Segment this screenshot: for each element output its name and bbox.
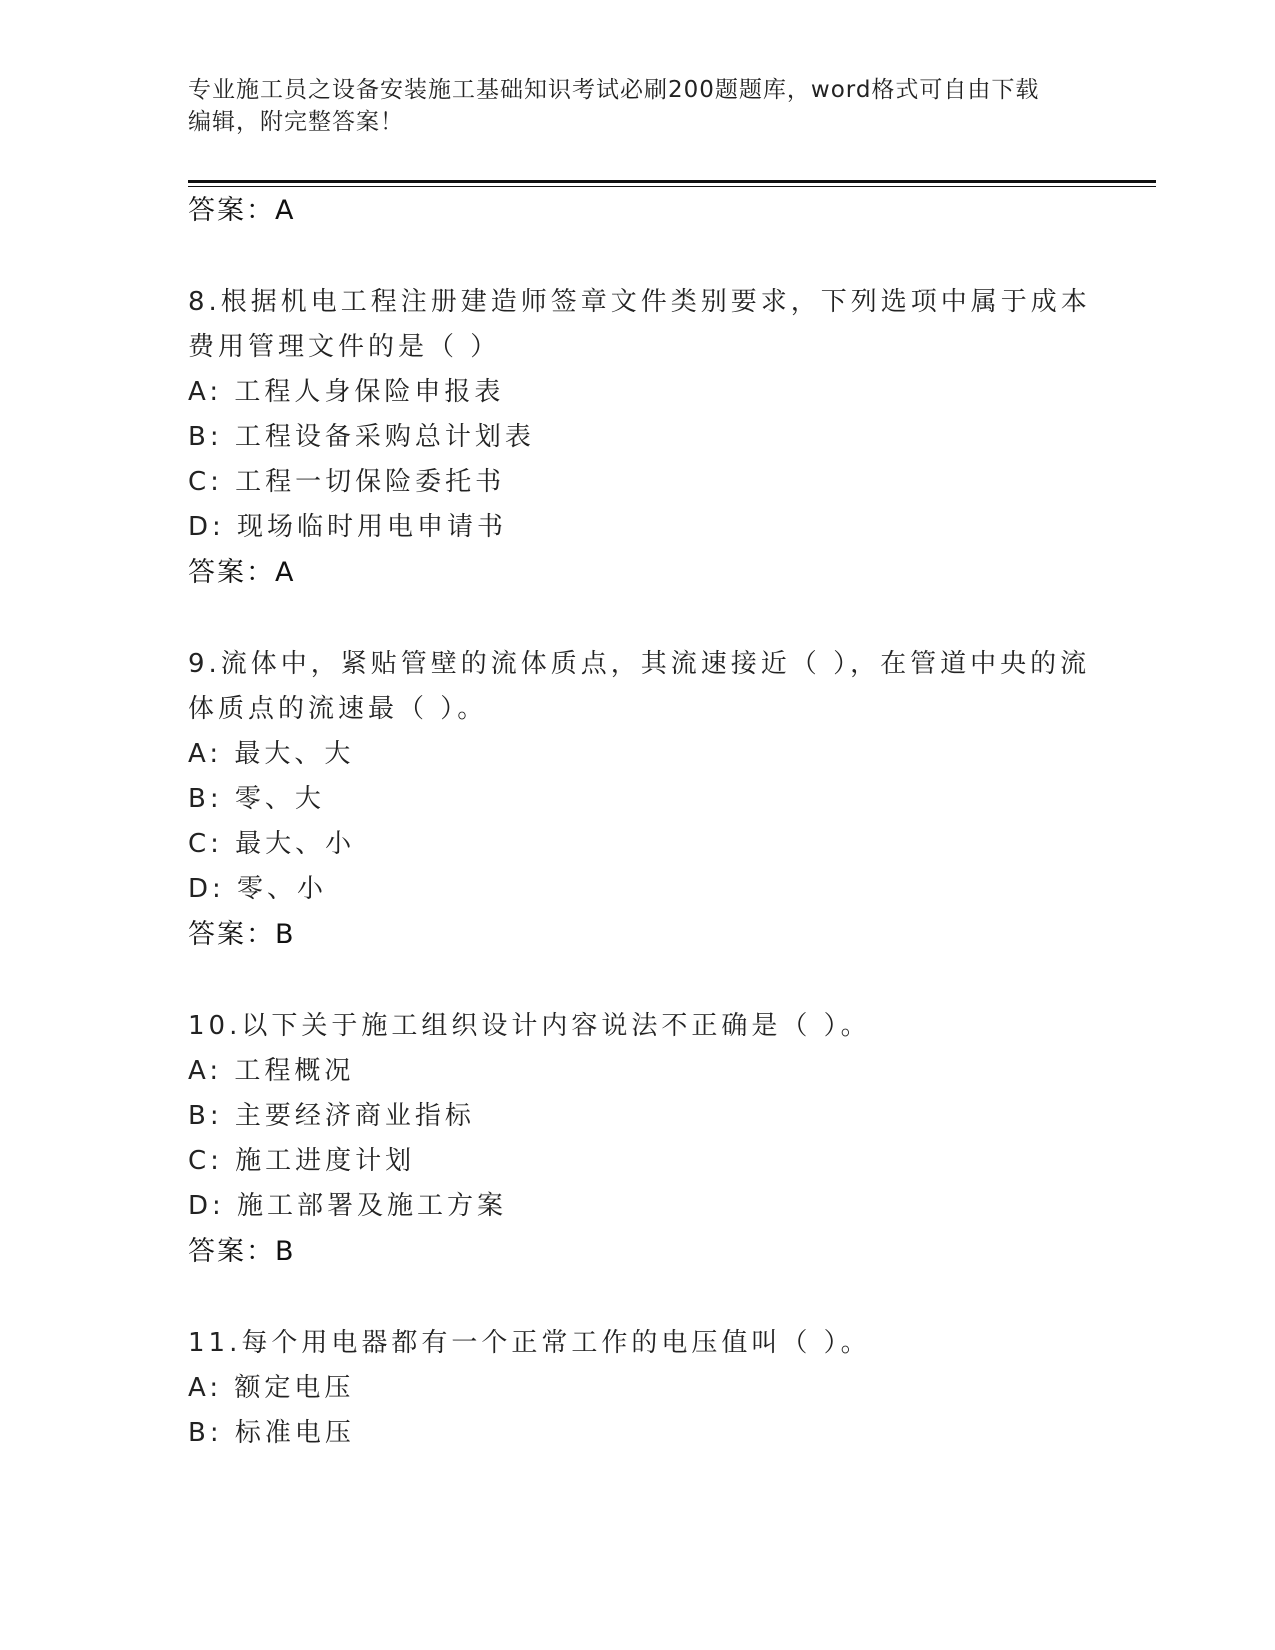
previous-answer-block xyxy=(188,188,1088,233)
header-rule-thin xyxy=(188,186,1156,187)
header-line-1: 专业施工员之设备安装施工基础知识考试必刷200题题库，word格式可自由下载 xyxy=(188,77,1040,103)
question-8 xyxy=(188,280,1091,595)
option-b: B: 标准电压 xyxy=(188,1418,355,1448)
option-b: B: 主要经济商业指标 xyxy=(188,1101,475,1131)
answer-line: 答案：A xyxy=(188,557,296,588)
option-a: A: 最大、大 xyxy=(188,739,355,769)
option-d: D: 施工部署及施工方案 xyxy=(188,1191,508,1221)
option-b: B: 零、大 xyxy=(188,784,325,814)
option-b: B: 工程设备采购总计划表 xyxy=(188,422,535,452)
option-c: C: 工程一切保险委托书 xyxy=(188,467,506,497)
question-text-line: 8.根据机电工程注册建造师签章文件类别要求，下列选项中属于成本 xyxy=(188,287,1091,317)
header-line-2: 编辑，附完整答案！ xyxy=(188,109,404,135)
question-text-line: 10.以下关于施工组织设计内容说法不正确是（ ）。 xyxy=(188,1011,871,1041)
question-list xyxy=(188,188,1091,1503)
question-9 xyxy=(188,642,1091,957)
answer-line: 答案：B xyxy=(188,1236,296,1267)
option-a: A: 额定电压 xyxy=(188,1373,355,1403)
document-header xyxy=(188,74,1088,138)
question-text-line: 11.每个用电器都有一个正常工作的电压值叫（ ）。 xyxy=(188,1328,871,1358)
option-d: D: 零、小 xyxy=(188,874,328,904)
answer-line: 答案：B xyxy=(188,919,296,950)
answer-line: 答案：A xyxy=(188,195,296,226)
question-10 xyxy=(188,1004,1088,1274)
header-rule-thick xyxy=(188,180,1156,183)
question-text-line: 体质点的流速最（ ）。 xyxy=(188,694,488,724)
question-text-line: 费用管理文件的是（ ） xyxy=(188,332,501,362)
option-a: A: 工程概况 xyxy=(188,1056,355,1086)
option-d: D: 现场临时用电申请书 xyxy=(188,512,508,542)
option-c: C: 最大、小 xyxy=(188,829,356,859)
question-11 xyxy=(188,1321,1088,1456)
question-text-line: 9.流体中，紧贴管壁的流体质点，其流速接近（ ），在管道中央的流 xyxy=(188,649,1091,679)
option-a: A: 工程人身保险申报表 xyxy=(188,377,505,407)
option-c: C: 施工进度计划 xyxy=(188,1146,416,1176)
